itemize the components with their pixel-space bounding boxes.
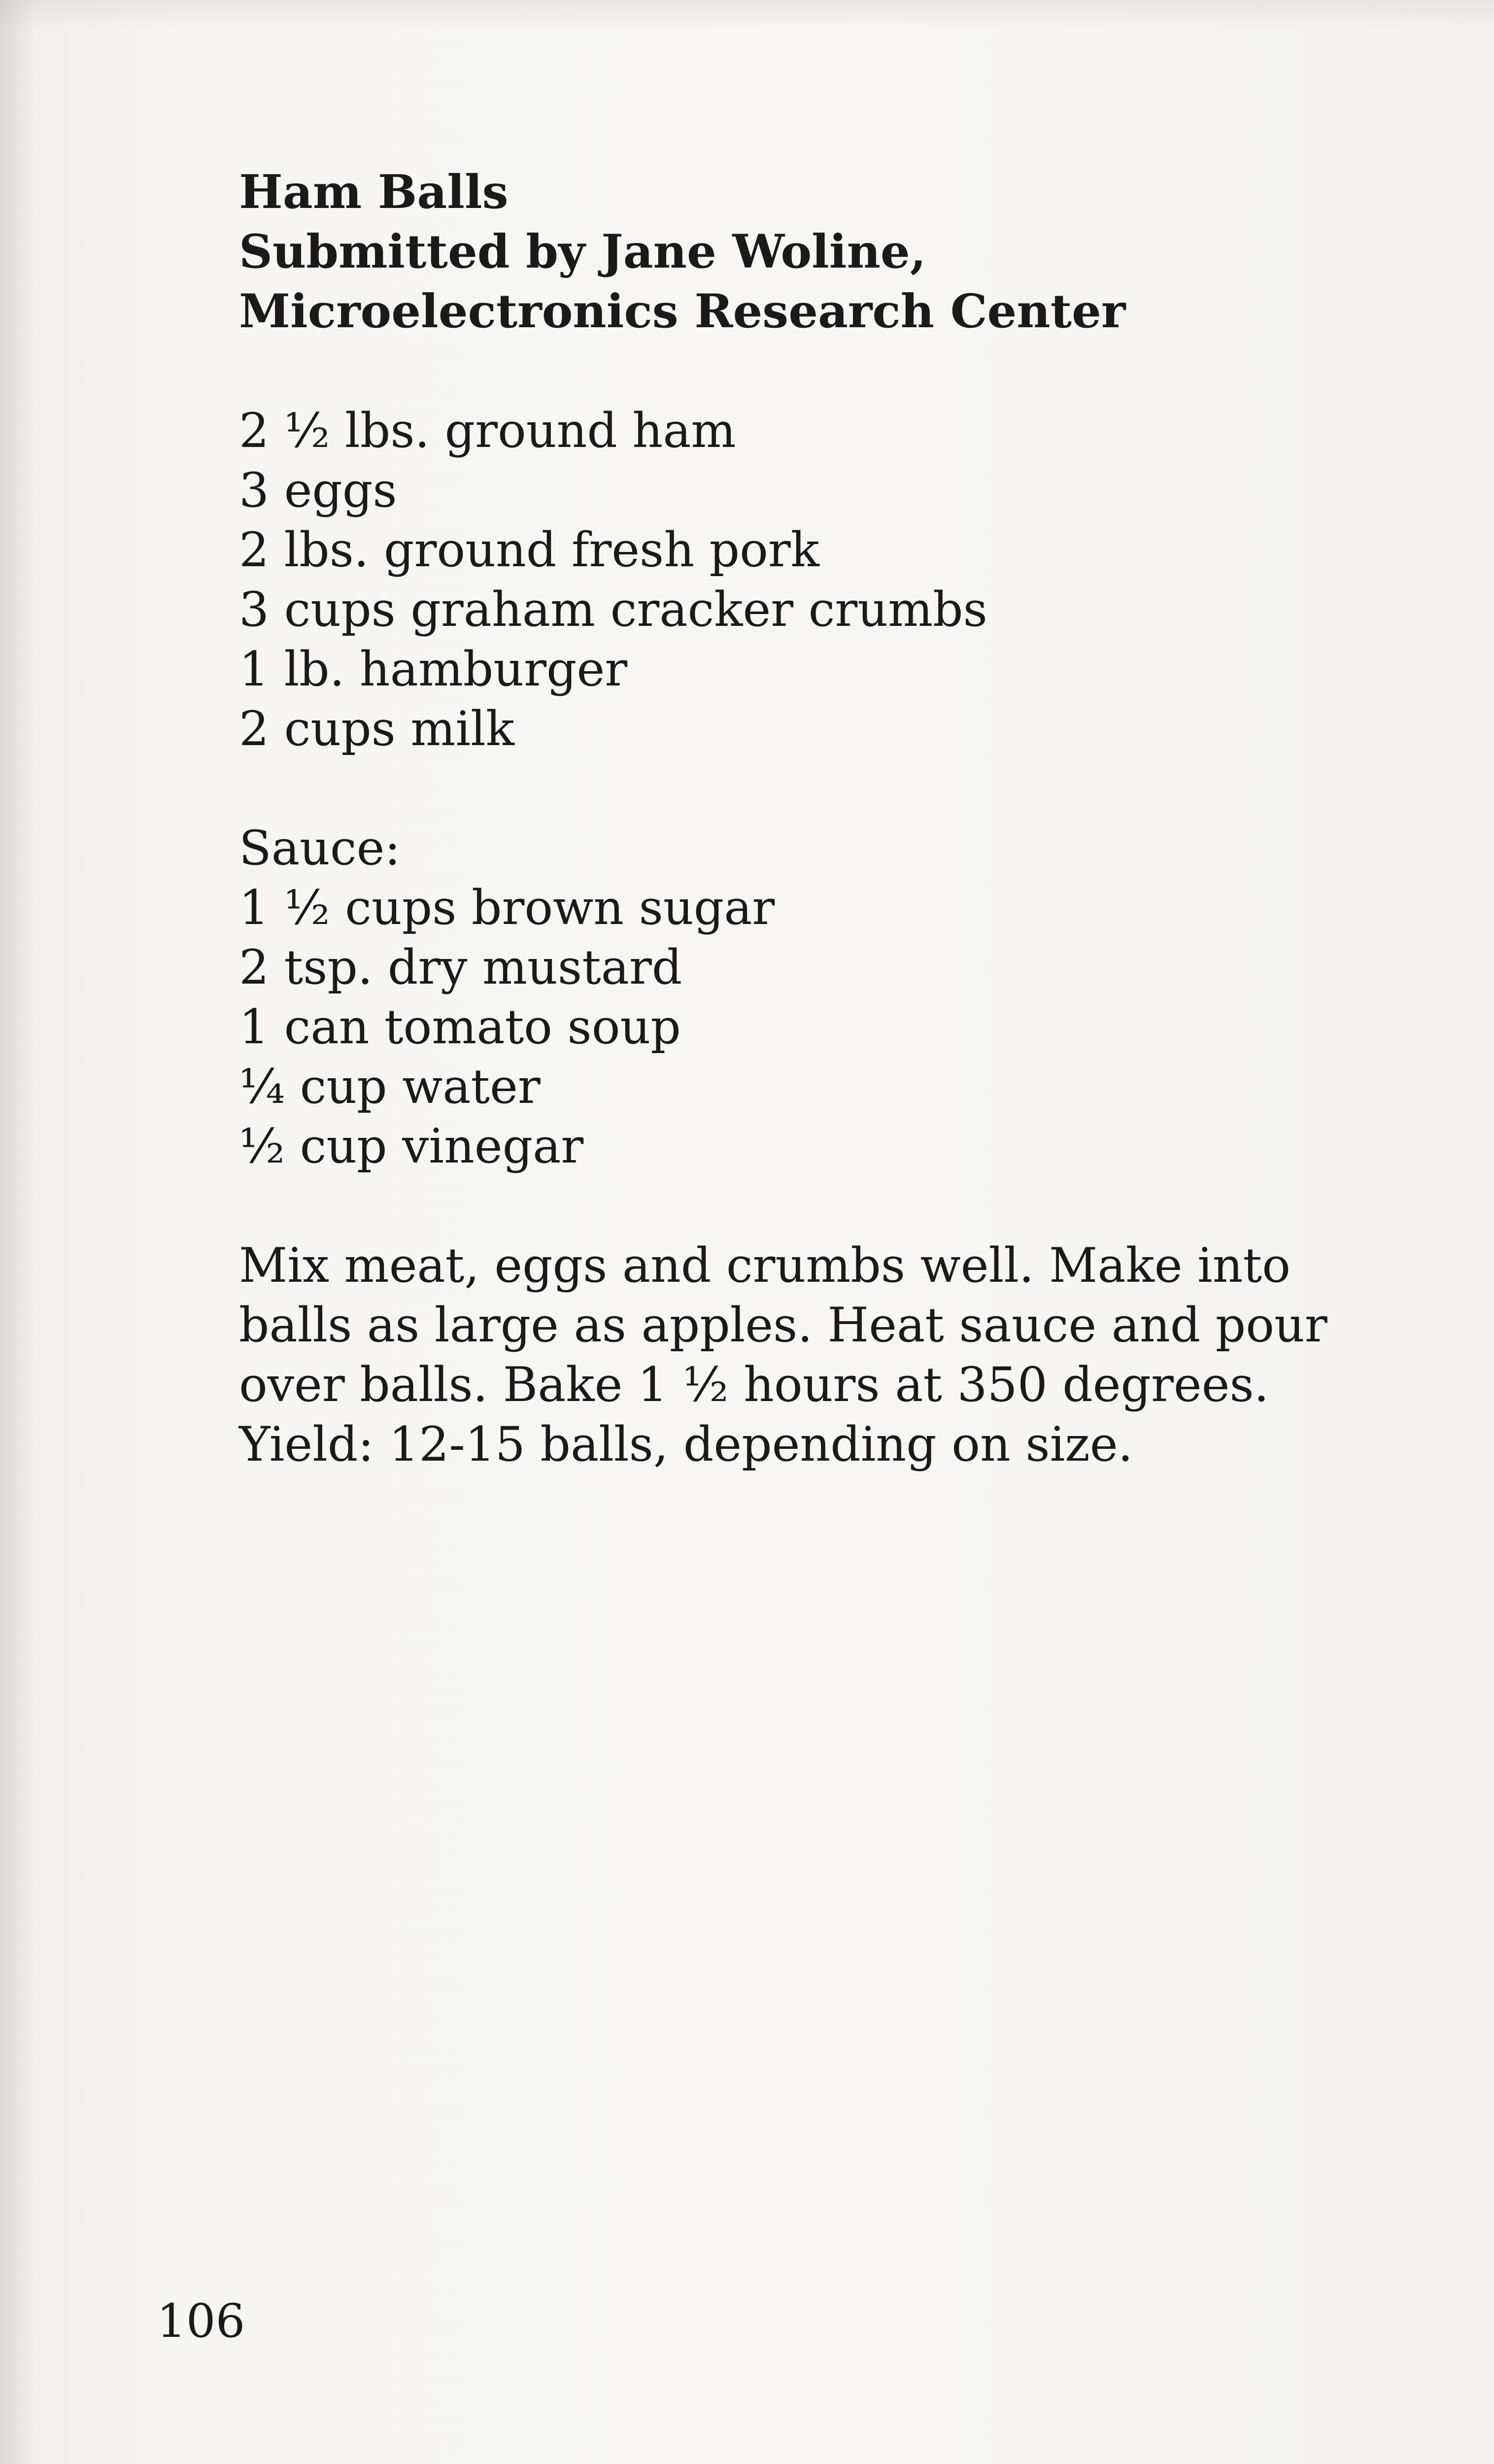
- ingredient-item: 2 lbs. ground fresh pork: [239, 522, 819, 578]
- top-edge-shadow: [0, 0, 1494, 30]
- sauce-ingredient-item: ½ cup vinegar: [239, 1119, 584, 1174]
- ingredient-item: 3 eggs: [239, 463, 397, 518]
- sauce-ingredient-item: 1 ½ cups brown sugar: [239, 880, 775, 935]
- recipe-organization: Microelectronics Research Center: [239, 284, 1126, 339]
- recipe-title: Ham Balls: [239, 165, 509, 219]
- instruction-line: over balls. Bake 1 ½ hours at 350 degrees.: [239, 1357, 1269, 1412]
- sauce-ingredient-item: ¼ cup water: [239, 1059, 541, 1114]
- recipe-body: [239, 163, 1372, 1474]
- instruction-line: Mix meat, eggs and crumbs well. Make into: [239, 1238, 1290, 1293]
- ingredient-item: 2 cups milk: [239, 701, 515, 756]
- sauce-ingredient-item: 2 tsp. dry mustard: [239, 940, 682, 995]
- ingredient-list: [239, 401, 1372, 759]
- sauce-ingredient-list: [239, 878, 1372, 1176]
- instructions: [239, 1236, 1372, 1474]
- instruction-line: balls as large as apples. Heat sauce and pour: [239, 1298, 1327, 1353]
- spacer: [239, 1176, 1372, 1236]
- page-number: 106: [157, 2294, 245, 2348]
- instruction-line: Yield: 12-15 balls, depending on size.: [239, 1417, 1133, 1472]
- binding-shadow: [0, 0, 34, 2464]
- sauce-heading: Sauce:: [239, 821, 401, 876]
- spacer: [239, 342, 1372, 401]
- recipe-submitter: Submitted by Jane Woline,: [239, 225, 926, 279]
- spacer: [239, 759, 1372, 819]
- ingredient-item: 2 ½ lbs. ground ham: [239, 403, 736, 458]
- ingredient-item: 1 lb. hamburger: [239, 642, 628, 697]
- sauce-ingredient-item: 1 can tomato soup: [239, 999, 681, 1055]
- ingredient-item: 3 cups graham cracker crumbs: [239, 582, 987, 637]
